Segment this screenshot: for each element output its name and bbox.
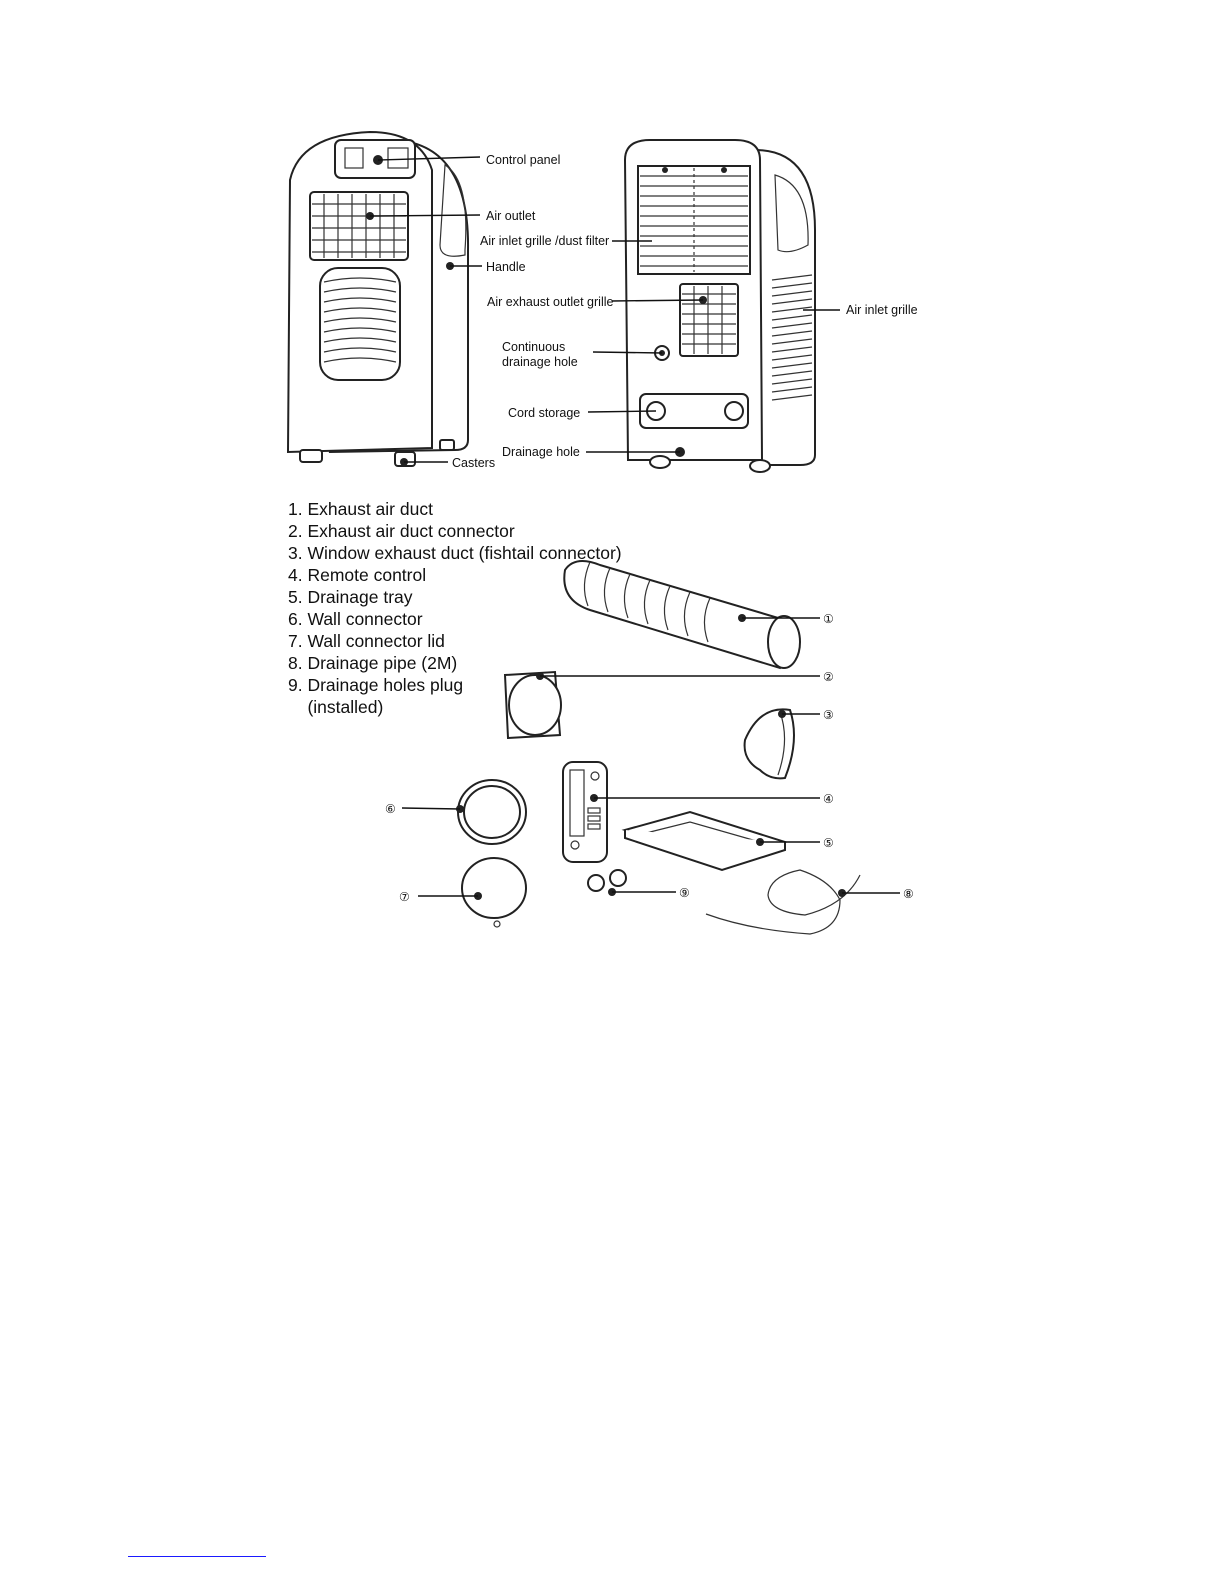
accessory-item-9-note: (installed): [288, 697, 384, 717]
callout-number-3: ③: [823, 708, 834, 722]
label-control-panel: Control panel: [486, 153, 561, 167]
callout-number-1: ①: [823, 612, 834, 626]
label-air-inlet-filter: Air inlet grille /dust filter: [480, 234, 610, 248]
callout-number-8: ⑧: [903, 887, 914, 901]
label-handle: Handle: [486, 260, 526, 274]
label-drainage-hole: Drainage hole: [502, 445, 580, 459]
callout-number-2: ②: [823, 670, 834, 684]
duct-connector-drawing: [505, 672, 561, 738]
exhaust-duct-drawing: [564, 561, 800, 668]
accessory-item-5: 5. Drainage tray: [288, 587, 413, 607]
accessory-item-9: 9. Drainage holes plug: [288, 675, 464, 695]
callout-number-5: ⑤: [823, 836, 834, 850]
label-cord-storage: Cord storage: [508, 406, 581, 420]
footnote-separator: [128, 1556, 266, 1557]
fishtail-connector-drawing: [745, 709, 794, 778]
accessory-item-4: 4. Remote control: [288, 565, 427, 585]
callout-number-9: ⑨: [679, 886, 690, 900]
accessory-item-8: 8. Drainage pipe (2M): [288, 653, 458, 673]
back-unit-drawing: [625, 140, 815, 472]
accessory-item-6: 6. Wall connector: [288, 609, 423, 629]
front-unit-drawing: [288, 132, 468, 466]
accessory-item-1: 1. Exhaust air duct: [288, 499, 433, 519]
callout-number-4: ④: [823, 792, 834, 806]
label-air-outlet: Air outlet: [486, 209, 536, 223]
label-air-inlet-grille: Air inlet grille: [846, 303, 918, 317]
accessory-item-3: 3. Window exhaust duct (fishtail connector): [288, 543, 622, 563]
label-continuous-drainage-1: Continuous: [502, 340, 566, 354]
drainage-tray-drawing: [625, 812, 785, 870]
accessory-item-7: 7. Wall connector lid: [288, 631, 445, 651]
wall-connector-drawing: [456, 780, 526, 844]
drainage-pipe-drawing: [706, 870, 860, 934]
remote-control-drawing: [563, 762, 607, 862]
wall-connector-lid-drawing: [462, 858, 526, 927]
callout-number-6: ⑥: [385, 802, 396, 816]
label-casters: Casters: [452, 456, 496, 470]
callout-number-7: ⑦: [399, 890, 410, 904]
accessory-item-2: 2. Exhaust air duct connector: [288, 521, 515, 541]
label-exhaust-outlet: Air exhaust outlet grille: [487, 295, 614, 309]
label-continuous-drainage-2: drainage hole: [502, 355, 578, 369]
